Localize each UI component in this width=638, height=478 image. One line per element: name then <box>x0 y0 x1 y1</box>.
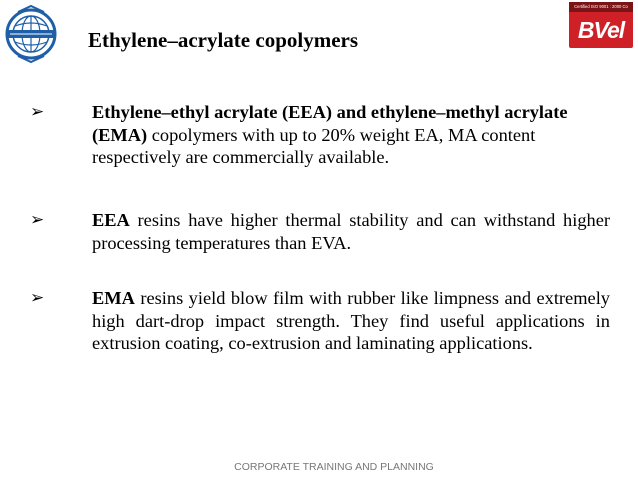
bullet-body-text: resins have higher thermal stability and can withstand higher processing temperatures than EVA. <box>92 210 610 253</box>
arrow-bullet-icon: ➢ <box>30 102 45 122</box>
slide-title: Ethylene–acrylate copolymers <box>88 28 359 52</box>
organization-logo <box>4 4 58 66</box>
bullet-text <box>92 287 610 355</box>
brand-logo-word: BVel <box>577 17 625 43</box>
arrow-bullet-icon: ➢ <box>30 210 45 230</box>
certification-badge <box>569 2 633 48</box>
certification-label: Certified ISO 9001 : 2000 Co <box>569 2 633 12</box>
bullet-bold-text: Ethylene–ethyl acrylate (EEA) and ethylene–methyl acrylate (EMA) <box>92 102 568 145</box>
bullet-bold-text: EMA <box>92 288 135 308</box>
bullet-text <box>92 101 610 169</box>
bullet-text <box>92 209 610 254</box>
slide-footer: CORPORATE TRAINING AND PLANNING <box>234 461 434 473</box>
bullet-bold-text: EEA <box>92 210 130 230</box>
bullet-body-text: resins yield blow film with rubber like limpness and extremely high dart-drop impact strength. They find useful applications in extrusion coating, co-extrusion and laminating applications. <box>92 288 610 353</box>
globe-logo-icon <box>4 4 58 66</box>
arrow-bullet-icon: ➢ <box>30 288 45 308</box>
bullet-body-text: copolymers with up to 20% weight EA, MA content respectively are commercially available. <box>92 124 536 167</box>
